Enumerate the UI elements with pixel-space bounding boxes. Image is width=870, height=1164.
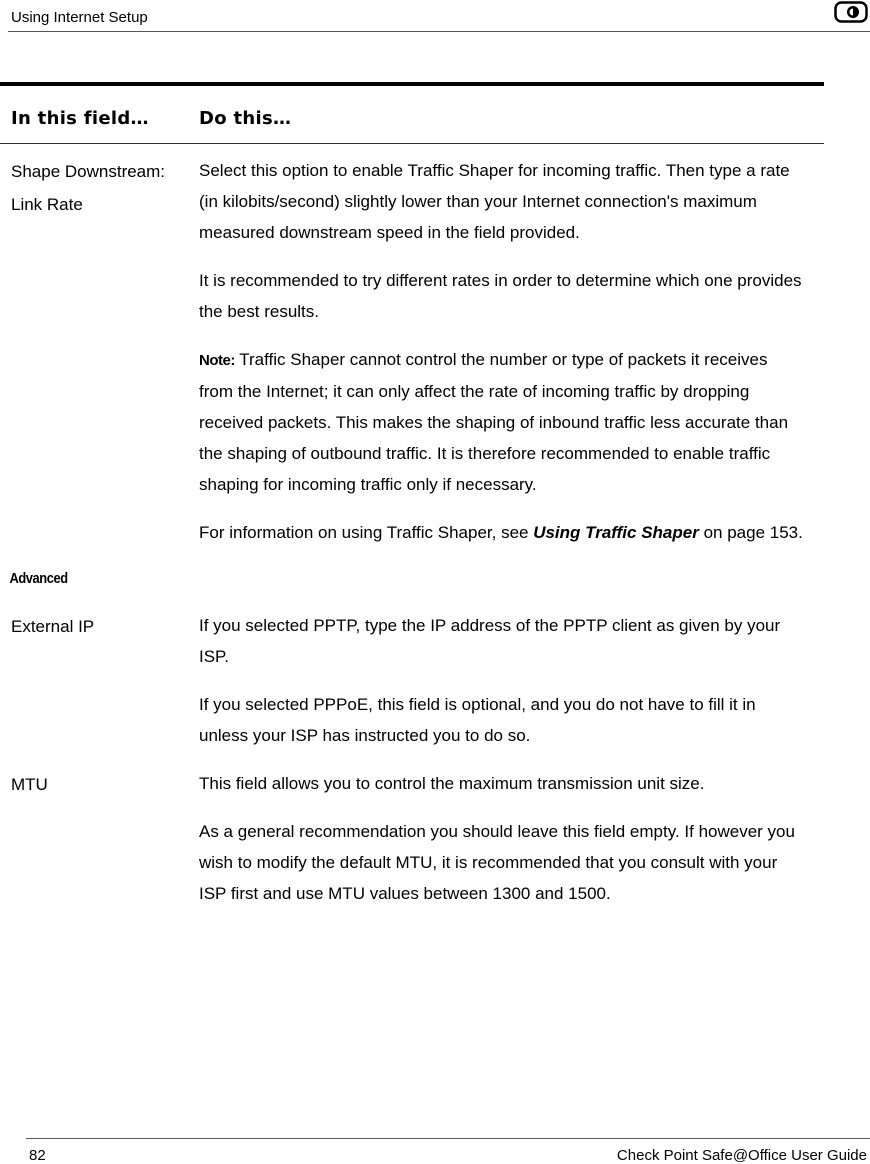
guide-title: Check Point Safe@Office User Guide (616, 1147, 867, 1164)
table-row (0, 610, 824, 751)
page-footer (26, 1138, 870, 1164)
column-header-action: Do this… (199, 108, 292, 129)
table-header (0, 86, 824, 144)
running-header (8, 0, 870, 32)
field-name: Shape Downstream: Link Rate (11, 162, 166, 214)
table-body (0, 155, 824, 926)
xref-before: For information on using Traffic Shaper, see (199, 523, 534, 542)
field-description (199, 768, 805, 909)
paragraph: If you selected PPPoE, this field is optional, and you do not have to fill it in unless your ISP has instructed you to do so. (199, 695, 756, 745)
page-number: 82 (29, 1147, 46, 1164)
paragraph: It is recommended to try different rates in order to determine which one provides the best results. (199, 271, 802, 321)
note-label: Note: (199, 352, 235, 369)
table-row (0, 768, 824, 909)
safe-at-office-logo-icon (834, 1, 868, 23)
field-name: External IP (11, 617, 95, 636)
xref-after: on page 153. (698, 523, 803, 542)
table-row (0, 155, 824, 548)
paragraph: If you selected PPTP, type the IP address of the PPTP client as given by your ISP. (199, 616, 781, 666)
paragraph: This field allows you to control the maximum transmission unit size. (199, 774, 705, 793)
column-header-field: In this field… (11, 108, 149, 129)
xref-link[interactable]: Using Traffic Shaper (533, 523, 699, 542)
chapter-title: Using Internet Setup (11, 9, 148, 26)
note-paragraph (199, 344, 805, 500)
cross-reference-paragraph (199, 517, 805, 548)
field-name: MTU (11, 775, 48, 794)
field-description (199, 155, 805, 548)
section-heading-advanced: Advanced (9, 570, 68, 587)
field-description (199, 610, 805, 751)
paragraph: Select this option to enable Traffic Shaper for incoming traffic. Then type a rate (in kilobits/second) slightly lower than your Internet connection's maximum measured downstream speed in the field provided. (199, 161, 790, 242)
paragraph: As a general recommendation you should leave this field empty. If however you wish to modify the default MTU, it is recommended that you consult with your ISP first and use MTU values between 1300 and 1500. (199, 822, 795, 903)
note-text: Traffic Shaper cannot control the number or type of packets it receives from the Internet; it can only affect the rate of incoming traffic by dropping received packets. This makes the shaping of inbound traffic less accurate than the shaping of outbound traffic. It is therefore recommended to enable traffic shaping for incoming traffic only if necessary. (199, 350, 789, 494)
